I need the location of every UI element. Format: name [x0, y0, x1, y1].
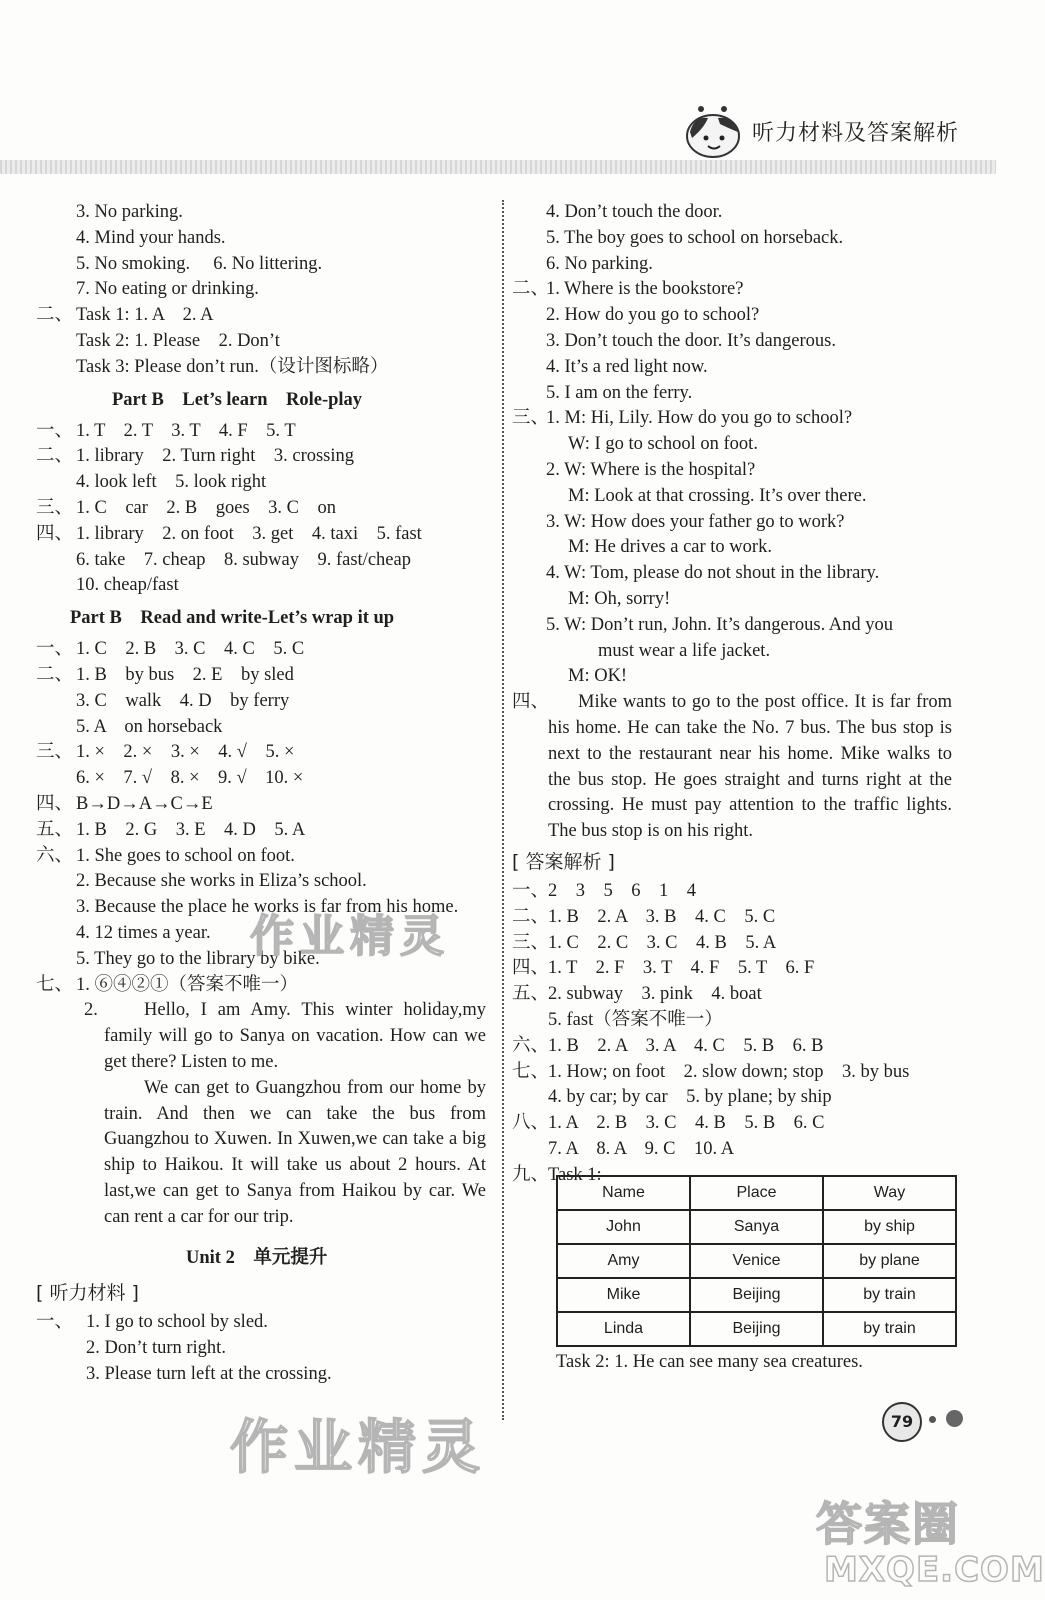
line-text: 1. ⑥④②①（答案不唯一）: [76, 974, 299, 995]
answer-line: [36, 522, 506, 548]
item-marker: 七、: [36, 974, 74, 995]
answer-line: [36, 1336, 506, 1362]
item-marker: 二、: [512, 906, 550, 927]
answer-line: [512, 1034, 982, 1060]
listening-bracket: [ 听力材料 ]: [36, 1282, 139, 1305]
answer-line: [36, 1362, 506, 1388]
answer-line: [512, 1111, 982, 1137]
item-marker: 二、: [512, 279, 550, 300]
line-text: 3. Because the place he works is far from his home.: [76, 897, 459, 918]
answer-line: [512, 956, 982, 982]
header-band: [0, 160, 996, 174]
answer-lines: [512, 879, 982, 1189]
item-marker: 二、: [36, 305, 74, 326]
essay-paragraph-1: Hello, I am Amy. This winter holiday,my family will go to Sanya on vacation. How can we get there? Listen to me.: [104, 1000, 486, 1072]
table-cell: Sanya: [690, 1210, 823, 1244]
table-row: [557, 1278, 956, 1312]
passage-marker: 四、: [512, 692, 550, 713]
answer-line: [512, 1008, 982, 1034]
line-text: 5. fast（答案不唯一）: [548, 1009, 723, 1030]
table-header-cell: Place: [690, 1176, 823, 1210]
answer-line: [512, 982, 982, 1008]
answer-line: [512, 1085, 982, 1111]
line-text: 1. A 2. B 3. C 4. B 5. B 6. C: [548, 1113, 825, 1134]
essay: [36, 998, 506, 1230]
item-marker: 二、: [36, 664, 74, 685]
line-text: 4. look left 5. look right: [76, 472, 267, 493]
answer-line: [512, 1137, 982, 1163]
line-text: 7. A 8. A 9. C 10. A: [548, 1138, 735, 1159]
table-cell: Beijing: [690, 1312, 823, 1346]
answer-line: [36, 252, 506, 278]
answer-line: [512, 1060, 982, 1086]
line-text: 1. How; on foot 2. slow down; stop 3. by bus: [548, 1061, 910, 1082]
line-text: 2. subway 3. pink 4. boat: [548, 984, 762, 1005]
table-cell: by plane: [823, 1244, 956, 1278]
page-header: [0, 0, 996, 175]
line-text: 1. T 2. T 3. T 4. F 5. T: [76, 420, 296, 441]
line-text: 4. W: Tom, please do not shout in the library.: [546, 563, 880, 584]
line-text: 1. C 2. B 3. C 4. C 5. C: [76, 639, 305, 660]
answer-line: [36, 844, 506, 870]
answer-line: [36, 573, 506, 599]
line-text: 3. Don’t touch the door. It’s dangerous.: [546, 330, 836, 351]
table-cell: John: [557, 1210, 690, 1244]
table-cell: by ship: [823, 1210, 956, 1244]
answer-line: [36, 792, 506, 818]
item-marker: 四、: [512, 958, 550, 979]
answer-line: [512, 510, 982, 536]
answer-line: [512, 406, 982, 432]
watermark-bottom: 作业精灵: [230, 1413, 487, 1481]
line-text: Part B Let’s learn Role-play: [112, 389, 363, 410]
line-text: 1. B 2. A 3. A 4. C 5. B 6. B: [548, 1035, 824, 1056]
line-text: 5. The boy goes to school on horseback.: [546, 227, 844, 248]
line-text: 2. How do you go to school?: [546, 305, 760, 326]
line-text: 1. library 2. on foot 3. get 4. taxi 5. fast: [76, 523, 422, 544]
answer-line: [36, 277, 506, 303]
line-text: 10. cheap/fast: [76, 575, 179, 596]
site-watermark-url: MXQE.COM: [824, 1550, 1045, 1590]
line-text: 1. T 2. F 3. T 4. F 5. T 6. F: [548, 958, 815, 979]
site-watermark: [816, 1488, 1045, 1598]
line-text: 2. Don’t turn right.: [86, 1338, 226, 1359]
answer-line: [36, 200, 506, 226]
table-cell: Venice: [690, 1244, 823, 1278]
line-text: 3. Please turn left at the crossing.: [86, 1364, 332, 1385]
item-marker: 六、: [512, 1035, 550, 1056]
answer-line: [36, 226, 506, 252]
answer-line: [512, 200, 982, 226]
line-text: 2. Because she works in Eliza’s school.: [76, 871, 367, 892]
line-text: 5. No smoking. 6. No littering.: [76, 253, 323, 274]
table-cell: Linda: [557, 1312, 690, 1346]
answer-line: [512, 639, 982, 665]
item-marker: 五、: [512, 984, 550, 1005]
line-text: M: OK!: [568, 666, 628, 687]
line-text: M: He drives a car to work.: [568, 537, 772, 558]
essay-paragraph-2: We can get to Guangzhou from our home by train. And then we can take the bus from Guangzhou to Xuwen. In Xuwen,we can take a big ship to Haikou. It will take us about 2 hours. At last,we can get to Sanya from Haikou by car. We can rent a car for our trip.: [104, 1077, 486, 1227]
task-table: [556, 1175, 957, 1347]
line-text: Task 1:: [548, 1164, 602, 1185]
passage-text: Mike wants to go to the post office. It is far from his home. He can take the No. 7 bus. The bus stop is next to the restaurant near his home. Mike walks to the bus stop. He goes straight and turns right at the crossing. He must pay attention to the traffic lights. The bus stop is on his right.: [548, 692, 952, 842]
item-marker: 六、: [36, 845, 74, 866]
item-marker: 二、: [36, 446, 74, 467]
task2-answer: Task 2: 1. He can see many sea creatures.: [556, 1352, 863, 1372]
item-marker: 三、: [512, 408, 550, 429]
answer-line: [512, 432, 982, 458]
line-text: 3. No parking.: [76, 202, 183, 222]
answer-line: [36, 329, 506, 355]
line-text: 4. 12 times a year.: [76, 922, 211, 943]
line-text: 1. M: Hi, Lily. How do you go to school?: [546, 408, 853, 429]
answer-line: [36, 444, 506, 470]
table-row: [557, 1210, 956, 1244]
item-marker: 一、: [512, 880, 550, 901]
line-text: 1. C 2. C 3. C 4. B 5. A: [548, 932, 777, 953]
answer-line: [512, 879, 982, 905]
answer-line: [36, 818, 506, 844]
left-answer-lines: [36, 200, 506, 998]
answer-line: [512, 613, 982, 639]
line-text: 3. C walk 4. D by ferry: [76, 690, 290, 711]
line-text: 1. Where is the bookstore?: [546, 279, 744, 300]
answer-line: [36, 766, 506, 792]
right-column: [512, 200, 982, 1188]
line-text: W: I go to school on foot.: [568, 434, 758, 455]
answer-line: [36, 419, 506, 445]
item-marker: 一、: [36, 420, 74, 441]
item-marker: 四、: [36, 523, 74, 544]
line-text: 7. No eating or drinking.: [76, 279, 259, 300]
line-text: 3. W: How does your father go to work?: [546, 511, 845, 532]
left-column: [36, 200, 506, 1388]
line-text: 1. B by bus 2. E by sled: [76, 664, 294, 685]
line-text: 2 3 5 6 1 4: [548, 880, 696, 901]
line-text: 4. It’s a red light now.: [546, 356, 708, 377]
answer-line: [512, 484, 982, 510]
table-header-row: [557, 1176, 956, 1210]
answer-line: [512, 905, 982, 931]
header-title: 听力材料及答案解析: [752, 121, 960, 146]
table-header-cell: Name: [557, 1176, 690, 1210]
line-text: 5. W: Don’t run, John. It’s dangerous. And you: [546, 614, 894, 635]
table-header-cell: Way: [823, 1176, 956, 1210]
answer-line: [36, 303, 506, 329]
site-watermark-logo: 答案圈: [816, 1497, 960, 1551]
answer-line: [36, 1310, 506, 1336]
answer-line: [512, 931, 982, 957]
line-text: 1. × 2. × 3. × 4. √ 5. ×: [76, 742, 295, 763]
answer-line: [512, 252, 982, 278]
item-marker: 三、: [36, 742, 74, 763]
line-text: M: Oh, sorry!: [568, 588, 671, 609]
line-text: 5. I am on the ferry.: [546, 382, 693, 403]
listening-lines: [36, 1310, 506, 1387]
watermark-mid: 作业精灵: [250, 911, 450, 962]
item-marker: 三、: [36, 497, 74, 518]
line-text: 1. library 2. Turn right 3. crossing: [76, 446, 355, 467]
answer-line: [512, 381, 982, 407]
line-text: 6. take 7. cheap 8. subway 9. fast/cheap: [76, 549, 411, 570]
answer-line: [512, 329, 982, 355]
answer-line: [512, 587, 982, 613]
item-marker: 一、: [36, 1312, 74, 1333]
dot-large: [946, 1410, 963, 1427]
page-number: 79: [882, 1402, 922, 1442]
unit-heading: Unit 2 单元提升: [186, 1248, 328, 1269]
item-marker: 九、: [512, 1164, 550, 1185]
answer-line: [36, 689, 506, 715]
essay-number: 2.: [84, 1000, 98, 1021]
item-marker: 三、: [512, 932, 550, 953]
table-cell: by train: [823, 1278, 956, 1312]
line-text: 6. No parking.: [546, 253, 653, 274]
table-row: [557, 1312, 956, 1346]
answer-line: [36, 869, 506, 895]
section-heading: [36, 385, 506, 415]
line-text: 1. C car 2. B goes 3. C on: [76, 497, 337, 518]
line-text: 1. I go to school by sled.: [86, 1312, 268, 1333]
answer-line: [512, 303, 982, 329]
line-text: 5. They go to the library by bike.: [76, 948, 320, 969]
table-cell: by train: [823, 1312, 956, 1346]
answer-line: [36, 548, 506, 574]
section-heading: [36, 603, 506, 633]
item-marker: 五、: [36, 819, 74, 840]
line-text: M: Look at that crossing. It’s over there.: [568, 485, 867, 506]
answer-line: [36, 715, 506, 741]
line-text: 6. × 7. √ 8. × 9. √ 10. ×: [76, 768, 304, 789]
item-marker: 一、: [36, 639, 74, 660]
answer-line: [512, 355, 982, 381]
line-text: B→D→A→C→E: [76, 793, 213, 814]
answer-line: [36, 637, 506, 663]
answer-line: [36, 973, 506, 999]
answer-line: [36, 355, 506, 381]
answer-line: [512, 458, 982, 484]
item-marker: 四、: [36, 793, 74, 814]
dot-small: [929, 1416, 936, 1423]
answer-line: [36, 663, 506, 689]
table-cell: Mike: [557, 1278, 690, 1312]
answer-line: [512, 226, 982, 252]
line-text: 2. W: Where is the hospital?: [546, 459, 756, 480]
line-text: Task 3: Please don’t run.（设计图标略）: [76, 356, 389, 377]
line-text: Task 2: 1. Please 2. Don’t: [76, 330, 280, 351]
line-text: 4. Mind your hands.: [76, 227, 226, 248]
table-row: [557, 1244, 956, 1278]
line-text: 5. A on horseback: [76, 716, 223, 737]
item-marker: 七、: [512, 1061, 550, 1082]
answer-line: [512, 664, 982, 690]
line-text: 1. She goes to school on foot.: [76, 845, 295, 866]
answer-line: [512, 535, 982, 561]
answer-line: [36, 470, 506, 496]
table-cell: Amy: [557, 1244, 690, 1278]
line-text: 4. by car; by car 5. by plane; by ship: [548, 1087, 832, 1108]
mascot-icon: [684, 106, 742, 160]
table-cell: Beijing: [690, 1278, 823, 1312]
answer-line: [512, 277, 982, 303]
line-text: 4. Don’t touch the door.: [546, 202, 723, 222]
line-text: 1. B 2. G 3. E 4. D 5. A: [76, 819, 306, 840]
line-text: Part B Read and write-Let’s wrap it up: [70, 608, 395, 629]
answer-line: [36, 740, 506, 766]
answer-line: [36, 496, 506, 522]
answer-line: [512, 561, 982, 587]
line-text: must wear a life jacket.: [598, 640, 771, 661]
line-text: Task 1: 1. A 2. A: [76, 305, 214, 326]
right-script-lines: [512, 200, 982, 690]
answer-bracket: [ 答案解析 ]: [512, 850, 615, 873]
passage: [512, 690, 982, 845]
line-text: 1. B 2. A 3. B 4. C 5. C: [548, 906, 776, 927]
item-marker: 八、: [512, 1113, 550, 1134]
